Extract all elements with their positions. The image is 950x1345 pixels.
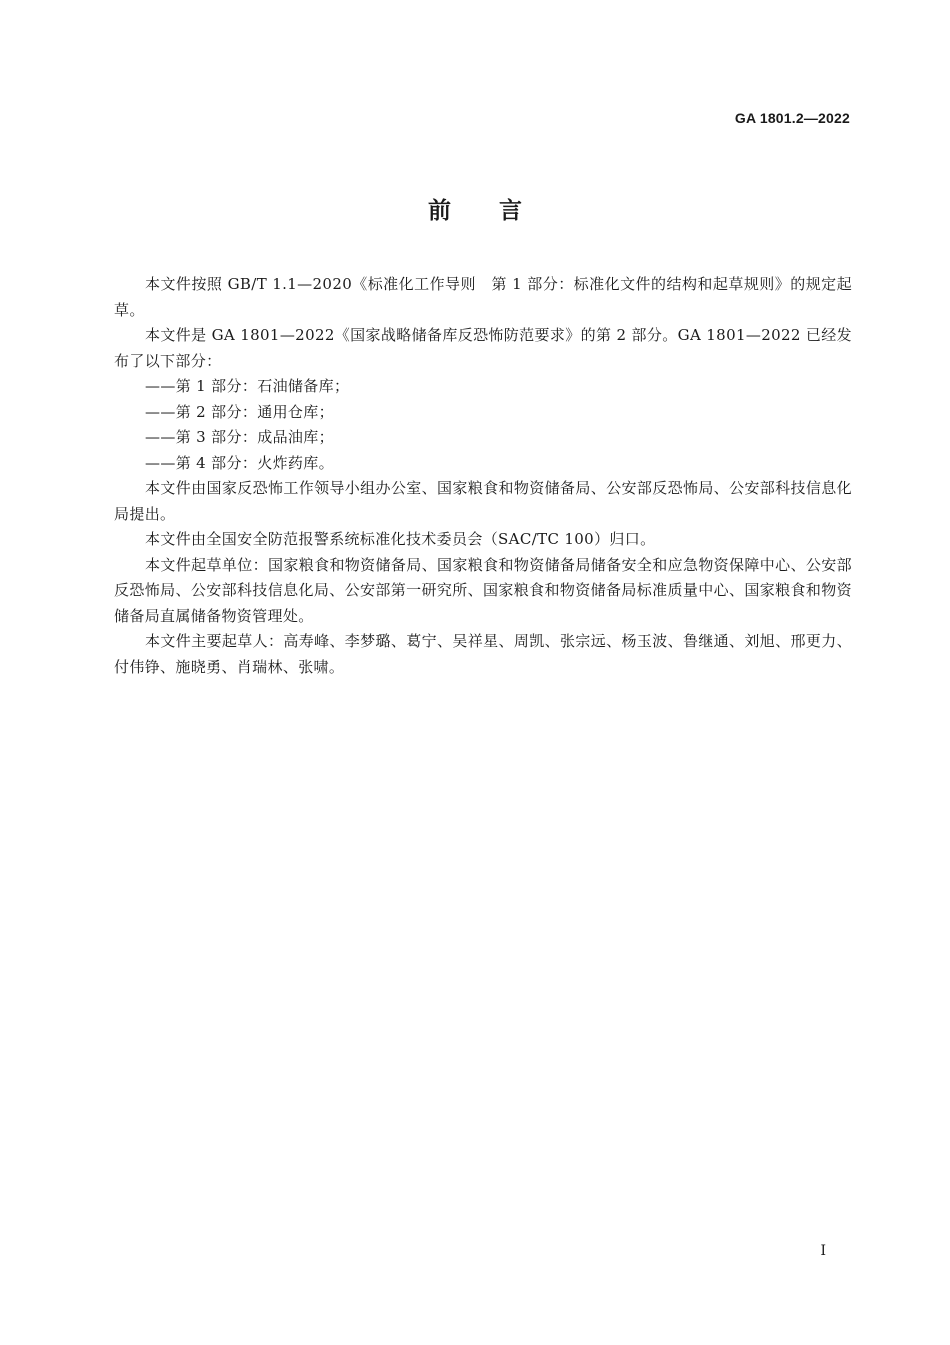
page-number: I [820,1243,826,1259]
foreword-body [114,272,852,680]
paragraph-drafting-units: 本文件起草单位：国家粮食和物资储备局、国家粮食和物资储备局储备安全和应急物资保障中心、公安部反恐怖局、公安部科技信息化局、公安部第一研究所、国家粮食和物资储备局标准质量中心、国家粮食和物资储备局直属储备物资管理处。 [114,555,852,625]
list-item-part-1: ——第 1 部分：石油储备库； [145,377,350,395]
paragraph-proposed-by: 本文件由国家反恐怖工作领导小组办公室、国家粮食和物资储备局、公安部反恐怖局、公安部科技信息化局提出。 [114,479,852,523]
list-item-part-3: ——第 3 部分：成品油库； [145,428,334,446]
list-item-part-2: ——第 2 部分：通用仓库； [145,402,334,421]
list-item-part-4: ——第 4 部分：火炸药库。 [145,453,334,472]
page-title: 前言 [428,198,570,224]
document-number: GA 1801.2—2022 [734,110,850,126]
paragraph-centralized-by: 本文件由全国安全防范报警系统标准化技术委员会（SAC/TC 100）归口。 [145,530,656,548]
paragraph-drafters: 本文件主要起草人：高寿峰、李梦璐、葛宁、吴祥星、周凯、张宗远、杨玉波、鲁继通、刘旭、邢更力、付伟铮、施晓勇、肖瑞林、张啸。 [114,632,852,676]
paragraph-drafting-rules: 本文件按照 GB/T 1.1—2020《标准化工作导则 第 1 部分：标准化文件的结构和起草规则》的规定起草。 [114,275,852,319]
paragraph-series-intro: 本文件是 GA 1801—2022《国家战略储备库反恐怖防范要求》的第 2 部分。GA 1801—2022 已经发布了以下部分： [114,326,852,370]
